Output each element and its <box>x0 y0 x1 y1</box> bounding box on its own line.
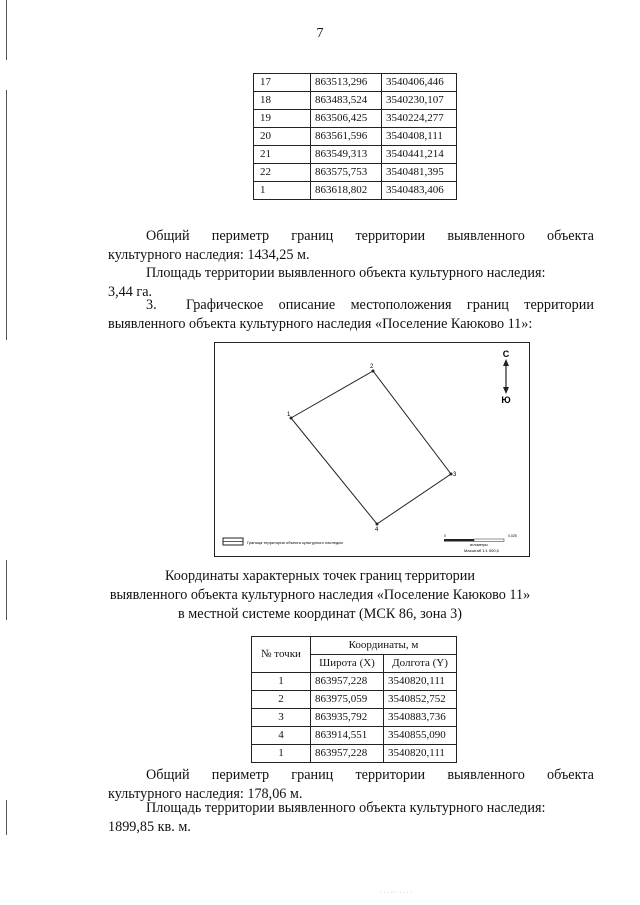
point-label: 4 <box>375 527 379 533</box>
word: объекта <box>547 767 594 783</box>
x-coordinate-cell: 863513,296 <box>311 74 382 92</box>
point-number-cell: 18 <box>254 92 311 110</box>
point-label: 1 <box>287 412 291 418</box>
table-row <box>254 182 457 200</box>
perimeter-paragraph <box>108 227 594 265</box>
south-label: Ю <box>501 395 511 405</box>
scale-bar <box>444 534 517 553</box>
table-row <box>254 128 457 146</box>
coordinates-table-continued <box>253 73 457 200</box>
word: границ <box>291 767 334 783</box>
perimeter-value: культурного наследия: 178,06 м. <box>108 786 303 802</box>
y-coordinate-cell: 3540230,107 <box>382 92 457 110</box>
word: периметр <box>211 228 270 244</box>
point-number-cell: 3 <box>252 709 311 727</box>
area-paragraph <box>108 799 594 837</box>
scale-ratio: Масштаб 1:1 000,0 <box>464 548 499 553</box>
legend-label: Граница территории объекта культурного наследия <box>247 540 343 545</box>
x-coordinate-cell: 863549,313 <box>311 146 382 164</box>
y-coordinate-cell: 3540408,111 <box>382 128 457 146</box>
point-number-cell: 2 <box>252 691 311 709</box>
latitude-cell: 863914,551 <box>311 727 384 745</box>
map-legend <box>223 538 343 545</box>
word: периметр <box>211 767 270 783</box>
scale-end: 0,025 <box>508 534 517 538</box>
y-coordinate-cell: 3540224,277 <box>382 110 457 128</box>
map-drawing <box>215 343 529 556</box>
table-row <box>252 691 457 709</box>
latitude-cell: 863975,059 <box>311 691 384 709</box>
longitude-cell: 3540852,752 <box>384 691 457 709</box>
section-number: 3. <box>146 297 157 313</box>
area-value: 3,44 га. <box>108 284 153 300</box>
longitude-cell: 3540883,736 <box>384 709 457 727</box>
x-coordinate-cell: 863575,753 <box>311 164 382 182</box>
word: границ <box>291 228 334 244</box>
y-coordinate-cell: 3540483,406 <box>382 182 457 200</box>
scale-unit: километры <box>470 543 488 547</box>
word: территории <box>355 228 426 244</box>
table-row <box>252 727 457 745</box>
x-coordinate-cell: 863561,596 <box>311 128 382 146</box>
longitude-cell: 3540855,090 <box>384 727 457 745</box>
section-3-paragraph <box>108 296 594 334</box>
scan-artifact: · · · ·· · · · · · <box>380 890 412 896</box>
point-number-cell: 1 <box>252 673 311 691</box>
latitude-cell: 863957,228 <box>311 673 384 691</box>
table-row <box>252 673 457 691</box>
y-coordinate-cell: 3540481,395 <box>382 164 457 182</box>
point-label: 2 <box>370 364 374 370</box>
area-line: Площадь территории выявленного объекта культурного наследия: <box>146 265 546 281</box>
table-row <box>252 709 457 727</box>
page-number: 7 <box>316 26 324 41</box>
table-row <box>254 110 457 128</box>
table-row <box>254 74 457 92</box>
y-coordinate-cell: 3540406,446 <box>382 74 457 92</box>
coordinates-caption <box>0 567 640 624</box>
word: границ <box>466 297 509 313</box>
x-coordinate-cell: 863506,425 <box>311 110 382 128</box>
section-3-line2: выявленного объекта культурного наследия «Поселение Каюково 11»: <box>108 316 533 332</box>
caption-line: выявленного объекта культурного наследия «Поселение Каюково 11» <box>109 587 531 603</box>
header-point: № точки <box>252 637 311 673</box>
coordinates-table <box>251 636 457 763</box>
north-arrow-icon <box>501 349 510 405</box>
longitude-cell: 3540820,111 <box>384 745 457 763</box>
caption-line: в местной системе координат (МСК 86, зона 3) <box>177 606 462 622</box>
word: территории <box>524 297 594 313</box>
point-number-cell: 20 <box>254 128 311 146</box>
word: Графическое <box>186 297 264 313</box>
point-number-cell: 19 <box>254 110 311 128</box>
north-label: С <box>502 349 510 359</box>
point-number-cell: 17 <box>254 74 311 92</box>
area-line: Площадь территории выявленного объекта культурного наследия: <box>146 800 546 816</box>
point-number-cell: 4 <box>252 727 311 745</box>
point-number-cell: 22 <box>254 164 311 182</box>
area-value: 1899,85 кв. м. <box>108 819 191 835</box>
word: описание <box>278 297 336 313</box>
header-latitude: Широта (X) <box>311 655 384 673</box>
word: территории <box>355 767 426 783</box>
x-coordinate-cell: 863483,524 <box>311 92 382 110</box>
scale-start: 0 <box>444 534 446 538</box>
table-row <box>254 92 457 110</box>
y-coordinate-cell: 3540441,214 <box>382 146 457 164</box>
scan-margin-line <box>6 800 7 835</box>
boundary-point <box>376 523 379 526</box>
header-coordinates: Координаты, м <box>311 637 457 655</box>
caption-line: Координаты характерных точек границ территории <box>165 568 475 584</box>
scan-margin-line <box>6 90 7 340</box>
header-longitude: Долгота (Y) <box>384 655 457 673</box>
longitude-cell: 3540820,111 <box>384 673 457 691</box>
latitude-cell: 863935,792 <box>311 709 384 727</box>
word: объекта <box>547 228 594 244</box>
table-row <box>254 164 457 182</box>
word: выявленного <box>447 767 525 783</box>
point-number-cell: 1 <box>254 182 311 200</box>
table-row <box>254 146 457 164</box>
latitude-cell: 863957,228 <box>311 745 384 763</box>
perimeter-value: культурного наследия: 1434,25 м. <box>108 247 310 263</box>
x-coordinate-cell: 863618,802 <box>311 182 382 200</box>
boundary-polygon <box>291 371 451 524</box>
word: Общий <box>146 228 190 244</box>
point-label: 3 <box>453 472 457 478</box>
point-number-cell: 21 <box>254 146 311 164</box>
point-number-cell: 1 <box>252 745 311 763</box>
site-boundary-map <box>214 342 530 557</box>
table-row <box>252 745 457 763</box>
word: местоположения <box>350 297 452 313</box>
word: выявленного <box>447 228 525 244</box>
word: Общий <box>146 767 190 783</box>
